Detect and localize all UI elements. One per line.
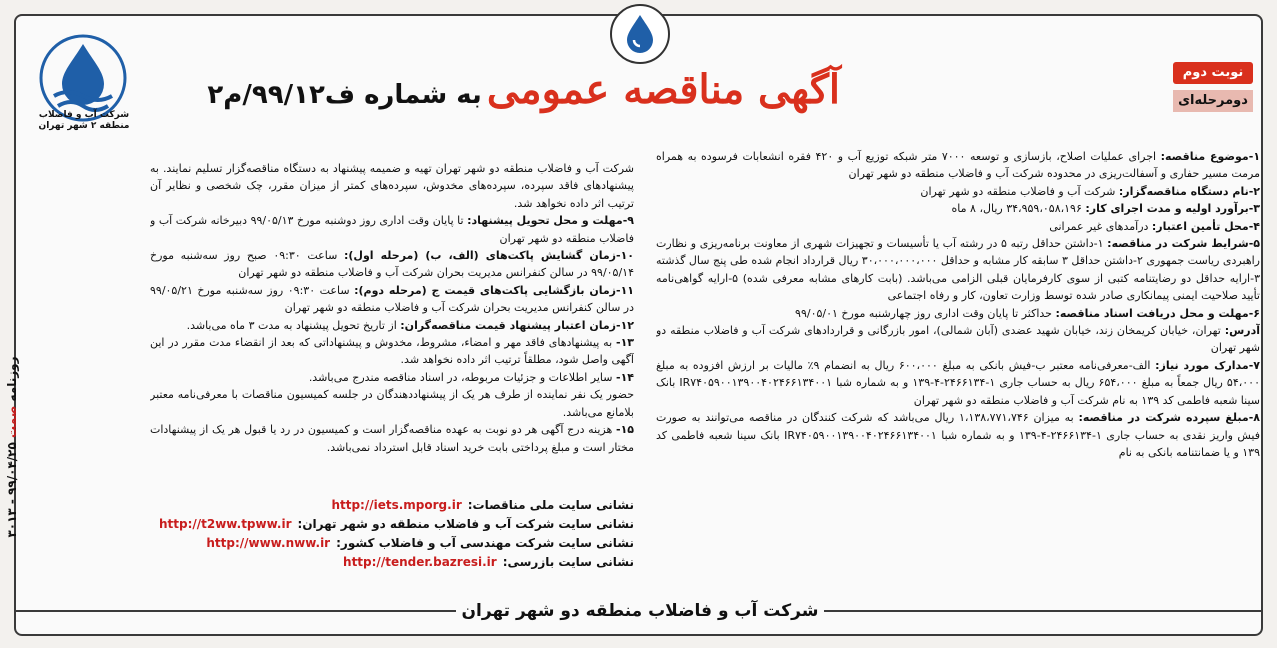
side-strip [2,270,18,630]
item-text: از تاریخ تحویل پیشنهاد به مدت ۳ ماه می‌باشد. [186,318,397,332]
item-label: ۳-برآورد اولیه و مدت اجرای کار: [1085,202,1260,216]
left-column-item [150,212,634,247]
item-text: به پیشنهادهای فاقد مهر و امضاء، مشروط، مخدوش و پیشنهاداتی که بعد از انقضاء مدت مقرر در این آگهی واصل شود، مطلقاً ترتیب اثر داده نخواهد شد. [150,336,634,367]
links-list [150,496,634,572]
item-text: ساعت ۰۹:۳۰ صبح روز سه‌شنبه مورخ ۹۹/۰۵/۱۴ در سالن کنفرانس مدیریت بحران شرکت آب و فاضلاب منطقه دو شهر تهران [150,249,634,280]
item-text: حضور یک نفر نماینده از طرف هر یک از پیشنهاددهندگان در جلسه کمیسیون مناقصات با معرفی‌نامه معتبر بلامانع می‌باشد. [150,388,634,419]
ad-title [207,66,840,122]
item-label: ۸-مبلغ سپرده شرکت در مناقصه: [1078,411,1260,425]
right-column-item [656,200,1260,217]
item-text: ساعت ۰۹:۳۰ روز سه‌شنبه مورخ ۹۹/۰۵/۲۱ در سالن کنفرانس مدیریت بحران شرکت آب و فاضلاب منطقه دو شهر تهران [150,283,634,315]
item-label: ۱-موضوع مناقصه: [1160,150,1260,163]
footer-company: شرکت آب و فاضلاب منطقه دو شهر تهران [460,596,820,626]
logo-caption: شرکت آب و فاضلاب منطقه ۲ شهر تهران [38,110,130,131]
link-url[interactable]: http://t2ww.tpww.ir [158,517,292,531]
left-column-item [150,160,634,212]
item-label: ۲-نام دستگاه مناقصه‌گزار: [1118,184,1260,198]
link-url[interactable]: http://iets.mporg.ir [331,498,462,512]
item-text: درآمدهای غیر عمرانی [1049,219,1149,233]
link-row [150,515,634,534]
item-label: ۷-مدارک مورد نیاز: [1155,358,1260,372]
stage-badge: دومرحله‌ای [1173,90,1253,112]
right-column-item [656,409,1260,461]
item-text: هزینه درج آگهی هر دو نوبت به عهده مناقصه‌گزار است و کمیسیون در رد یا قبول هر یک از پیشنهادات مختار است و مبلغ پرداختی بابت خرید اسناد قابل استرداد نمی‌باشد. [150,423,634,454]
item-text: الف-معرفی‌نامه معتبر ب-فیش بانکی به مبلغ ۶۰۰،۰۰۰ ریال به انضمام ۹٪ مالیات بر ارزش افزوده به مبلغ ۵۴،۰۰۰ ریال جمعاً به مبلغ ۶۵۴،۰۰۰ ریال به حساب جاری ۱-۲۴۶۶۱۳۴-۴-۱۳۹ و به شماره شبا IR۷۴۰۵۹۰۰۱۳۹۰۰۴۰۲۴۶۶۱۳۴۰۰۱ بانک سینا شعبه فاطمی کد ۱۳۹ به نام شرکت آب و فاضلاب منطقه دو شهر تهران [656,358,1260,407]
title-main: آگهی مناقصه عمومی [486,66,840,113]
link-row [150,553,634,572]
item-text: ۱-داشتن حداقل رتبه ۵ در رشته آب یا تأسیسات و تجهیزات شهری از معاونت برنامه‌ریزی و نظارت راهبردی ریاست جمهوری ۲-داشتن حداقل ۳ سابقه کار مشابه و حداقل ۳۰،۰۰۰،۰۰۰،۰۰۰ ریال قرارداد انجام شده طی پنج سال گذشته ۳-ارایه حداقل دو رضایتنامه کتبی از سوی کارفرمایان قبلی الزامی می‌باشد. (بابت کارهای مشابه معرفی شده) ۵-ارایه گواهی‌نامه تأیید صلاحیت ایمنی پیمانکاری صادر شده توسط وزارت تعاون، کار و رفاه اجتماعی [656,237,1260,303]
right-column-item [656,322,1260,357]
item-text: تهران، خیابان کریمخان زند، خیابان شهید عضدی (آبان شمالی)، امور بازرگانی و قراردادهای شرکت آب و فاضلاب منطقه دو شهر تهران [656,324,1260,355]
link-row [150,496,634,515]
right-column-item [656,148,1260,183]
left-column [150,160,634,490]
item-label: ۵-شرایط شرکت در مناقصه: [1107,237,1260,251]
item-label: ۱۲-زمان اعتبار پیشنهاد قیمت مناقصه‌گران: [400,318,634,332]
item-text: به میزان ۱،۱۳۸،۷۷۱،۷۴۶ ریال می‌باشد که شرکت کنندگان در مناقصه می‌توانند به صورت فیش واریز نقدی به حساب جاری ۱-۲۴۶۶۱۳۴-۴-۱۳۹ و به شماره شبا IR۷۴۰۵۹۰۰۱۳۹۰۰۴۰۲۴۶۶۱۳۴۰۰۱ بانک سینا شعبه فاطمی کد ۱۳۹ و یا ضمانتنامه بانکی به نام [656,411,1260,459]
item-text: سایر اطلاعات و جزئیات مربوطه، در اسناد مناقصه مندرج می‌باشد. [308,370,613,384]
link-url[interactable]: http://www.nww.ir [206,536,331,550]
item-label: ۱۰-زمان گشایش پاکت‌های (الف، ب) (مرحله اول): [344,249,634,263]
item-label: ۶-مهلت و محل دریافت اسناد مناقصه: [1055,306,1260,320]
right-column-item [656,235,1260,305]
link-label: نشانی سایت ملی مناقصات: [467,498,634,512]
item-text: ۳۴،۹۵۹،۰۵۸،۱۹۶ ریال، ۸ ماه [951,202,1082,216]
link-label: نشانی سایت شرکت مهندسی آب و فاضلاب کشور: [336,536,634,550]
item-label: ۱۱-زمان بازگشایی پاکت‌های قیمت ج (مرحله دوم): [354,283,634,297]
left-column-item [150,282,634,317]
round-badge: نوبت دوم [1173,62,1253,84]
left-column-item [150,421,634,456]
left-column-item [150,334,634,369]
tender-number: به شماره ف۹۹/۱۲/م۲ [207,80,482,110]
item-label: آدرس: [1224,324,1260,338]
item-text: حداکثر تا پایان وقت اداری روز چهارشنبه مورخ ۹۹/۰۵/۰۱ [795,306,1052,320]
footer-rule-left [16,610,456,612]
item-text: شرکت آب و فاضلاب منطقه دو شهر تهران [920,184,1116,198]
right-column-item [656,305,1260,322]
left-column-item [150,247,634,282]
right-column-item [656,357,1260,409]
link-url[interactable]: http://tender.bazresi.ir [343,555,497,569]
left-column-item [150,317,634,334]
link-label: نشانی سایت بازرسی: [502,555,634,569]
item-text: شرکت آب و فاضلاب منطقه دو شهر تهران تهیه و ضمیمه پیشنهاد به دستگاه مناقصه‌گزار تسلیم نمایند. به پیشنهادهای فاقد سپرده، سپرده‌های مخدوش، سپرده‌های کمتر از میزان مقرر، چک شخصی و نظایر آن ترتیب اثر داده نخواهد شد. [150,162,634,210]
item-label: ۱۵- [615,423,634,437]
item-text: تا پایان وقت اداری روز دوشنبه مورخ ۹۹/۰۵/۱۳ دبیرخانه شرکت آب و فاضلاب منطقه دو شهر تهران [150,214,634,245]
side-newspaper: صمت [5,405,19,438]
link-label: نشانی سایت شرکت آب و فاضلاب منطقه دو شهر تهران: [297,517,634,531]
left-column-item [150,386,634,421]
link-row [150,534,634,553]
item-label: ۱۳- [615,336,634,350]
water-drop-icon [621,12,659,54]
side-code: ۹۹/۰۴/۲۵ - ۳۰۱۳ [5,442,19,538]
item-label: ۴-محل تأمین اعتبار: [1151,219,1260,233]
right-column-item [656,183,1260,200]
item-label: ۱۴- [615,370,634,384]
right-column [656,148,1260,588]
item-text: اجرای عملیات اصلاح، بازسازی و توسعه ۷۰۰۰ متر شبکه توزیع آب و ۴۲۰ فقره انشعابات فرسوده به همراه مرمت مسیر حفاری و آسفالت‌ریزی در محدوده شرکت آب و فاضلاب منطقه دو شهر تهران [656,150,1260,181]
side-label: روزنامه [5,356,19,402]
footer-rule-right [824,610,1261,612]
left-column-item [150,369,634,386]
right-column-item [656,218,1260,235]
item-label: ۹-مهلت و محل تحویل پیشنهاد: [467,214,634,228]
side-strip-text [5,267,19,627]
